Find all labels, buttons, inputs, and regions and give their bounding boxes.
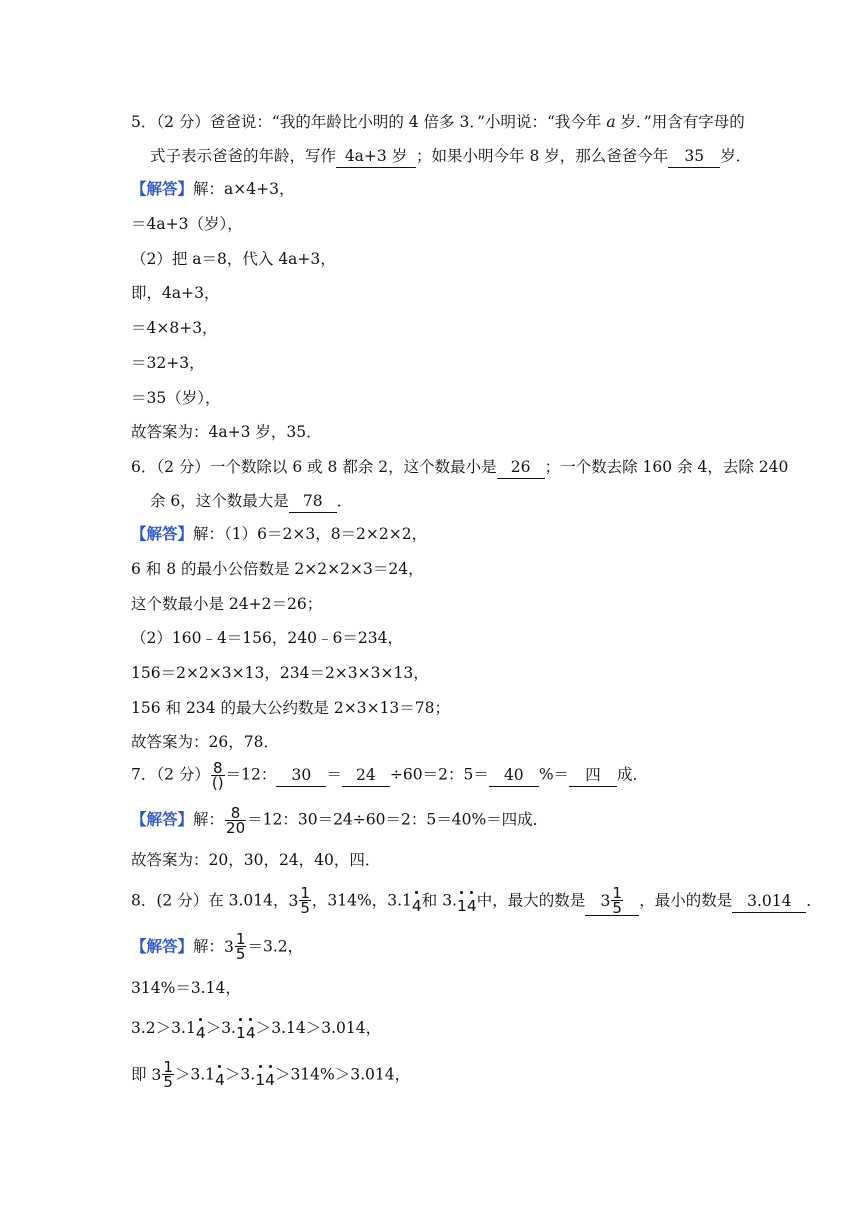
q6-answer-blank-2: 78 — [289, 490, 337, 513]
q6-stem-line1: 6．（2 分）一个数除以 6 或 8 都余 2，这个数最小是 26 ；一个数去除 160 余 4，去除 240 — [131, 456, 788, 479]
q7-fraction: $\frac{8}{()}$ — [211, 759, 224, 792]
q5-answer-blank-2: 35 — [668, 145, 720, 168]
q7-answer-blank-1: 30 — [276, 764, 326, 787]
q8-solution-line-3: 3.2＞3.14＞3.14＞3.14＞3.014， — [131, 1019, 382, 1042]
q6-answer-blank-1: 26 — [497, 456, 545, 479]
q5-answer-blank-1: 4a+3 岁 — [336, 145, 416, 168]
repeating-digit: 1 — [456, 896, 467, 915]
q6-solution-line-4: （2）160﹣4＝156，240﹣6＝234， — [131, 629, 403, 647]
q8-solution-line-2: 314%＝3.14， — [131, 979, 241, 997]
q6-solution-line-2: 6 和 8 的最小公倍数是 2×2×2×3＝24， — [131, 560, 424, 578]
q6-solution-line-5: 156＝2×2×3×13，234＝2×3×3×13， — [131, 664, 429, 682]
repeating-digit: 4 — [411, 896, 422, 915]
q7-solution-fraction: $\frac{8}{20}$ — [226, 804, 246, 837]
q5-solution-line-3: （2）把 a＝8，代入 4a+3， — [131, 250, 336, 268]
q5-solution-line-6: ＝32+3， — [131, 354, 205, 372]
q8-answer-blank-2: 3.014 — [732, 890, 806, 913]
q8-stem: 8．(2 分）在 3.014， 3 $\frac{1}{5}$ ，314%，3.14和 3.14中，最大的数是 3 $\frac{1}{5}$ ，最小的数是 3.014 ． — [131, 884, 822, 917]
q5-solution-line-7: ＝35（岁）， — [131, 389, 221, 407]
q5-solution-line-2: ＝4a+3（岁）， — [131, 215, 243, 233]
solution-tag: 【解答】 — [131, 179, 194, 198]
solution-tag: 【解答】 — [131, 524, 194, 543]
q8-mixed-number: 3 $\frac{1}{5}$ — [288, 884, 310, 917]
q5-answer-line: 故答案为：4a+3 岁，35． — [131, 423, 322, 441]
q7-answer-line: 故答案为：20，30，24，40，四． — [131, 851, 381, 869]
q6-solution-line-1: 【解答】解：（1）6＝2×3，8＝2×2×2， — [131, 524, 428, 543]
q6-solution-line-6: 156 和 234 的最大公约数是 2×3×13＝78； — [131, 699, 451, 717]
q5-solution-line-5: ＝4×8+3， — [131, 319, 218, 337]
q5-solution-line-1: 【解答】解：a×4+3， — [131, 179, 295, 198]
solution-tag: 【解答】 — [131, 809, 194, 829]
q8-answer-blank-1: 3 $\frac{1}{5}$ — [585, 886, 639, 916]
q8-solution-line-4: 即 3 $\frac{1}{5}$ ＞3.14＞3.14＞314%＞3.014， — [131, 1058, 411, 1091]
q7-answer-blank-2: 24 — [342, 764, 390, 787]
repeating-digit: 4 — [466, 896, 477, 915]
q6-solution-line-3: 这个数最小是 24+2＝26； — [131, 595, 323, 613]
q7-stem: 7．（2 分） $\frac{8}{()}$ ＝12： 30 ＝ 24 ÷60＝2：5＝ 40 %＝ 四 成． — [131, 759, 649, 792]
q5-solution-line-4: 即，4a+3， — [131, 284, 220, 302]
q5-stem-line1: 5．（2 分）爸爸说：“我的年龄比小明的 4 倍多 3．”小明说：“我今年 a 岁．”用含有字母的 — [131, 113, 745, 131]
solution-tag: 【解答】 — [131, 936, 194, 956]
q8-solution-line-1: 【解答】解： 3 $\frac{1}{5}$ ＝3.2， — [131, 930, 304, 963]
q7-answer-blank-4: 四 — [569, 764, 617, 787]
q6-answer-line: 故答案为：26，78． — [131, 733, 279, 751]
q6-stem-line2: 余 6，这个数最大是 78 ． — [150, 490, 352, 513]
q7-solution: 【解答】解： $\frac{8}{20}$ ＝12：30＝24÷60＝2：5＝40%＝四成． — [131, 804, 549, 837]
q7-answer-blank-3: 40 — [489, 764, 539, 787]
q5-stem-line2: 式子表示爸爸的年龄，写作 4a+3 岁 ；如果小明今年 8 岁，那么爸爸今年 35 岁． — [150, 145, 751, 168]
